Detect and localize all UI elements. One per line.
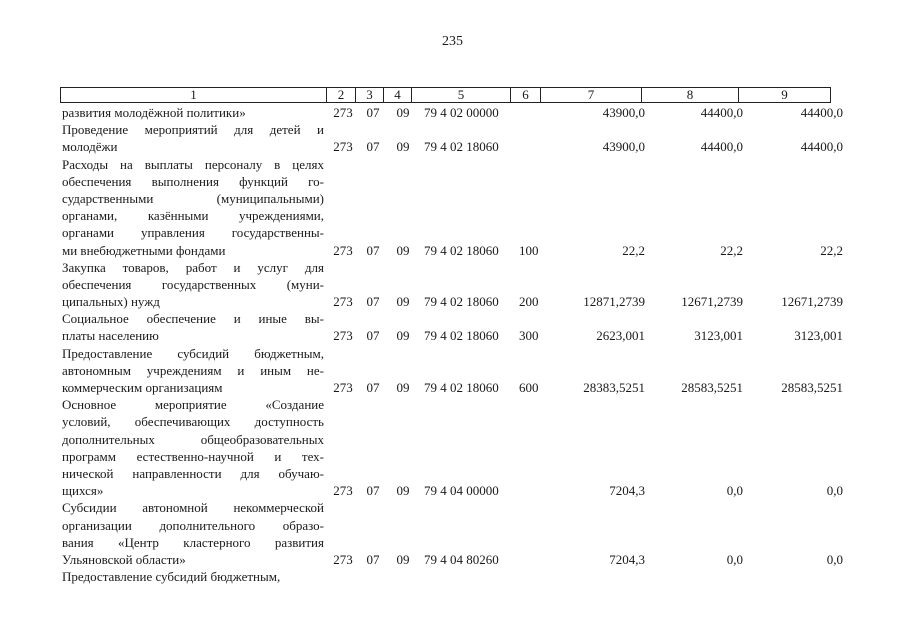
cell-amount-col8: 44400,0: [700, 105, 743, 120]
cell-amount-col9: 12671,2739: [781, 294, 843, 310]
table-row: [0, 345, 905, 397]
description-line: органами, казёнными учреждениями,: [62, 208, 324, 224]
description-line: Основное мероприятие «Создание: [62, 397, 324, 413]
cell-amount-col9: 44400,0: [800, 105, 843, 120]
cell-amount-col9: 28583,5251: [781, 380, 843, 395]
cell-admin-code: 273: [333, 551, 353, 567]
row-values: [0, 568, 905, 585]
cell-expense-type: 300: [519, 328, 539, 344]
page-number: 235: [442, 34, 463, 49]
description-line: коммерческим организациям: [62, 380, 223, 395]
cell-admin-code: 273: [333, 483, 353, 499]
cell-amount-col7: 22,2: [622, 242, 645, 258]
description-line: нической направленности для обучаю-: [62, 465, 324, 481]
cell-target-article: 79 4 02 18060: [424, 328, 499, 344]
row-values: [0, 104, 905, 121]
cell-amount-col8: 28583,5251: [681, 380, 743, 395]
budget-table-body: [0, 104, 905, 585]
cell-amount-col7: 7204,3: [609, 551, 645, 567]
description-line: органами управления государственны-: [62, 225, 324, 241]
header-col-4: 4: [384, 88, 412, 103]
cell-section-code: 07: [366, 294, 380, 310]
cell-section-code: 07: [366, 105, 380, 120]
header-col-2: 2: [327, 88, 356, 103]
cell-expense-type: 100: [519, 242, 539, 258]
row-values: [0, 327, 905, 344]
description-line: организации дополнительного образо-: [62, 517, 324, 533]
cell-amount-col9: 44400,0: [800, 139, 843, 155]
description-line: Ульяновской области»: [62, 551, 186, 567]
cell-amount-col9: 0,0: [826, 551, 843, 567]
description-line: программ естественно-научной и тех-: [62, 448, 324, 464]
cell-target-article: 79 4 02 18060: [424, 294, 499, 310]
row-values: [0, 293, 905, 310]
cell-subsection-code: 09: [396, 551, 410, 567]
cell-amount-col8: 0,0: [726, 551, 743, 567]
cell-amount-col9: 22,2: [820, 242, 843, 258]
cell-amount-col8: 0,0: [726, 483, 743, 499]
cell-amount-col7: 43900,0: [602, 105, 645, 120]
cell-amount-col9: 0,0: [826, 483, 843, 499]
cell-section-code: 07: [366, 380, 380, 395]
table-row: [0, 499, 905, 568]
cell-amount-col9: 3123,001: [794, 328, 843, 344]
cell-target-article: 79 4 04 80260: [424, 551, 499, 567]
row-values: [0, 242, 905, 259]
cell-amount-col7: 43900,0: [602, 139, 645, 155]
cell-subsection-code: 09: [396, 139, 410, 155]
row-values: [0, 379, 905, 396]
cell-target-article: 79 4 02 18060: [424, 139, 499, 155]
cell-expense-type: 600: [519, 380, 539, 395]
description-line: Расходы на выплаты персоналу в целях: [62, 156, 324, 172]
table-row: [0, 259, 905, 311]
cell-subsection-code: 09: [396, 380, 410, 395]
header-col-1: 1: [61, 88, 327, 103]
description-line: ципальных) нужд: [62, 294, 160, 310]
description-line: молодёжи: [62, 139, 118, 155]
header-col-6: 6: [511, 88, 541, 103]
cell-admin-code: 273: [333, 139, 353, 155]
cell-subsection-code: 09: [396, 483, 410, 499]
cell-subsection-code: 09: [396, 105, 410, 120]
description-line: обеспечения выполнения функций го-: [62, 173, 324, 189]
description-line: развития молодёжной политики»: [62, 105, 246, 120]
cell-amount-col8: 12671,2739: [681, 294, 743, 310]
table-row: [0, 121, 905, 155]
table-row: [0, 310, 905, 344]
table-row: [0, 396, 905, 499]
cell-section-code: 07: [366, 551, 380, 567]
description-line: Предоставление субсидий бюджетным,: [62, 345, 324, 361]
row-values: [0, 551, 905, 568]
cell-target-article: 79 4 02 18060: [424, 380, 499, 395]
description-line: сударственными (муниципальными): [62, 190, 324, 206]
header-col-7: 7: [541, 88, 642, 103]
cell-section-code: 07: [366, 139, 380, 155]
column-header-row: [60, 87, 831, 103]
description-line: Социальное обеспечение и иные вы-: [62, 311, 324, 327]
cell-amount-col7: 12871,2739: [583, 294, 645, 310]
cell-target-article: 79 4 02 00000: [424, 105, 499, 120]
cell-section-code: 07: [366, 483, 380, 499]
description-line: условий, обеспечивающих доступность: [62, 414, 324, 430]
cell-subsection-code: 09: [396, 242, 410, 258]
cell-admin-code: 273: [333, 242, 353, 258]
description-line: вания «Центр кластерного развития: [62, 534, 324, 550]
row-values: [0, 138, 905, 155]
description-line: автономным учреждениям и иным не-: [62, 362, 324, 378]
cell-amount-col7: 28383,5251: [583, 380, 645, 395]
description-line: обеспечения государственных (муни-: [62, 276, 324, 292]
cell-amount-col7: 2623,001: [596, 328, 645, 344]
cell-subsection-code: 09: [396, 328, 410, 344]
cell-target-article: 79 4 04 00000: [424, 483, 499, 499]
cell-expense-type: 200: [519, 294, 539, 310]
description-line: Проведение мероприятий для детей и: [62, 122, 324, 138]
cell-section-code: 07: [366, 242, 380, 258]
cell-subsection-code: 09: [396, 294, 410, 310]
cell-admin-code: 273: [333, 294, 353, 310]
cell-target-article: 79 4 02 18060: [424, 242, 499, 258]
description-line: Закупка товаров, работ и услуг для: [62, 259, 324, 275]
description-line: ми внебюджетными фондами: [62, 242, 226, 258]
cell-section-code: 07: [366, 328, 380, 344]
cell-admin-code: 273: [333, 105, 353, 120]
cell-amount-col8: 44400,0: [700, 139, 743, 155]
description-line: щихся»: [62, 483, 104, 499]
header-col-5: 5: [412, 88, 511, 103]
cell-amount-col8: 22,2: [720, 242, 743, 258]
table-row: [0, 104, 905, 121]
description-line: Предоставление субсидий бюджетным,: [62, 569, 281, 585]
header-col-9: 9: [739, 88, 831, 103]
description-line: Субсидии автономной некоммерческой: [62, 500, 324, 516]
header-col-3: 3: [356, 88, 384, 103]
header-col-8: 8: [642, 88, 739, 103]
table-row: [0, 568, 905, 585]
cell-admin-code: 273: [333, 380, 353, 395]
table-row: [0, 156, 905, 259]
cell-admin-code: 273: [333, 328, 353, 344]
cell-amount-col8: 3123,001: [694, 328, 743, 344]
cell-amount-col7: 7204,3: [609, 483, 645, 499]
row-values: [0, 482, 905, 499]
description-line: дополнительных общеобразовательных: [62, 431, 324, 447]
description-line: платы населению: [62, 328, 159, 344]
